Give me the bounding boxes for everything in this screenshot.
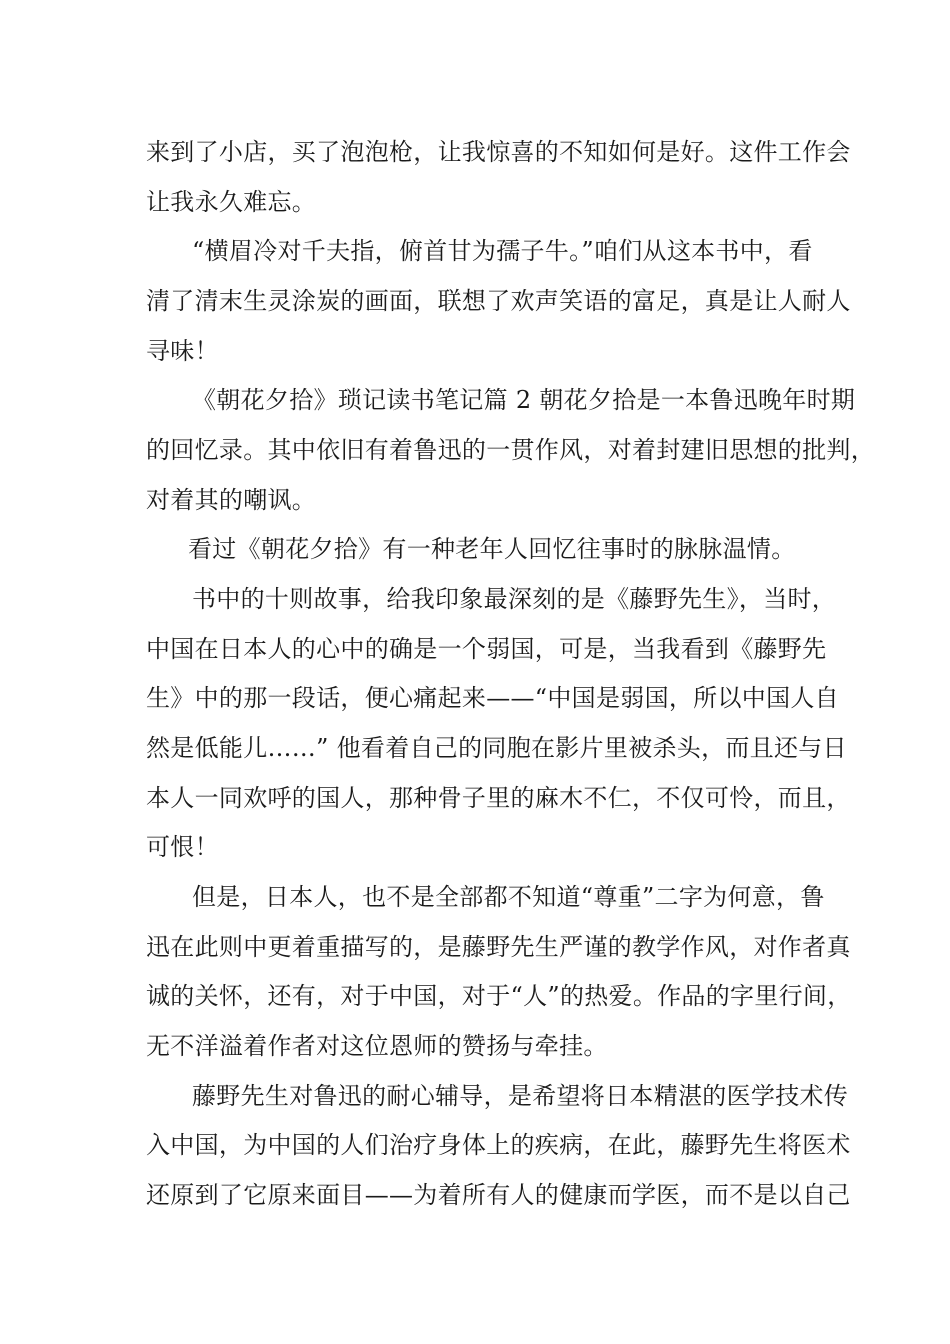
text-line: 迅在此则中更着重描写的，是藤野先生严谨的教学作风，对作者真 (146, 933, 851, 961)
text-line: 生》中的那一段话，便心痛起来——“中国是弱国，所以中国人自 (146, 684, 839, 712)
text-line: 让我永久难忘。 (146, 188, 317, 216)
text-line: 的回忆录。其中依旧有着鲁迅的一贯作风，对着封建旧思想的批判， (146, 436, 875, 464)
paragraph-first-line: 看过《朝花夕拾》有一种老年人回忆往事时的脉脉温情。 (188, 535, 796, 563)
text-line: 诚的关怀，还有，对于中国，对于“人”的热爱。作品的字里行间， (146, 982, 852, 1010)
text-line: 中国在日本人的心中的确是一个弱国，可是，当我看到《藤野先 (146, 635, 827, 663)
text-line: 本人一同欢呼的国人，那种骨子里的麻木不仁，不仅可怜，而且， (146, 784, 851, 812)
text-line: 入中国，为中国的人们治疗身体上的疾病，在此，藤野先生将医术 (146, 1131, 851, 1159)
paragraph-first-line: 书中的十则故事，给我印象最深刻的是《藤野先生》，当时， (192, 585, 837, 613)
text-line: 可恨！ (146, 833, 219, 861)
text-line: 然是低能儿……” 他看着自己的同胞在影片里被杀头，而且还与日 (146, 734, 847, 762)
text-line: 寻味！ (146, 337, 219, 365)
text-line: 对着其的嘲讽。 (146, 486, 317, 514)
paragraph-first-line: 《朝花夕拾》琐记读书笔记篇 2 朝花夕拾是一本鲁迅晚年时期 (192, 386, 856, 414)
text-line: 还原到了它原来面目——为着所有人的健康而学医，而不是以自己 (146, 1181, 851, 1209)
text-line: 来到了小店，买了泡泡枪，让我惊喜的不知如何是好。这件工作会 (146, 138, 851, 166)
text-line: 无不洋溢着作者对这位恩师的赞扬与牵挂。 (146, 1032, 608, 1060)
paragraph-first-line: “横眉冷对千夫指，俯首甘为孺子牛。”咱们从这本书中，看 (192, 237, 813, 265)
text-line: 清了清末生灵涂炭的画面，联想了欢声笑语的富足，真是让人耐人 (146, 287, 851, 315)
paragraph-first-line: 但是，日本人，也不是全部都不知道“尊重”二字为何意，鲁 (192, 883, 825, 911)
paragraph-first-line: 藤野先生对鲁迅的耐心辅导，是希望将日本精湛的医学技术传 (192, 1082, 849, 1110)
